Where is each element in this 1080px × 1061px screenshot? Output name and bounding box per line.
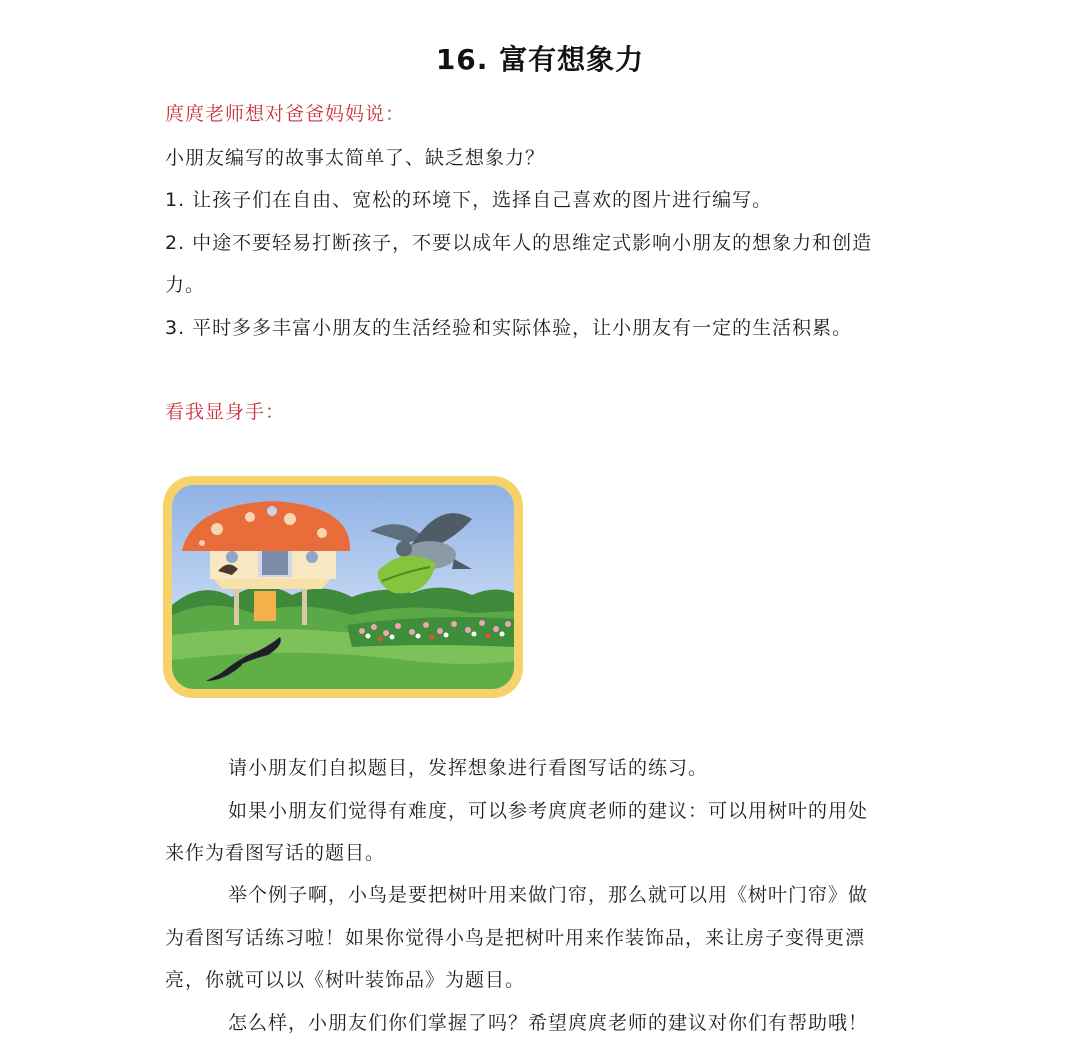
page-title: 16. 富有想象力	[435, 43, 645, 76]
exercise-paragraph-2-line-1: 如果小朋友们觉得有难度，可以参考庹庹老师的建议：可以用树叶的用处	[228, 800, 869, 822]
teacher-note-question: 小朋友编写的故事太简单了、缺乏想象力？	[165, 147, 546, 169]
exercise-paragraph-1: 请小朋友们自拟题目，发挥想象进行看图写话的练习。	[228, 757, 709, 779]
exercise-paragraph-3-line-3: 亮，你就可以以《树叶装饰品》为题目。	[165, 969, 526, 991]
exercise-heading: 看我显身手：	[165, 401, 286, 423]
exercise-paragraph-2-line-2: 来作为看图写话的题目。	[165, 842, 386, 864]
story-illustration	[172, 485, 514, 689]
teacher-tip-1: 1. 让孩子们在自由、宽松的环境下，选择自己喜欢的图片进行编写。	[165, 189, 773, 211]
teacher-note-heading: 庹庹老师想对爸爸妈妈说：	[165, 103, 406, 125]
teacher-tip-2-line-1: 2. 中途不要轻易打断孩子，不要以成年人的思维定式影响小朋友的想象力和创造	[165, 232, 873, 254]
exercise-paragraph-4: 怎么样，小朋友们你们掌握了吗？希望庹庹老师的建议对你们有帮助哦！	[228, 1012, 869, 1034]
teacher-tip-3: 3. 平时多多丰富小朋友的生活经验和实际体验，让小朋友有一定的生活积累。	[165, 317, 853, 339]
exercise-paragraph-3-line-1: 举个例子啊，小鸟是要把树叶用来做门帘，那么就可以用《树叶门帘》做	[228, 884, 869, 906]
teacher-tip-2-line-2: 力。	[165, 274, 206, 296]
exercise-paragraph-3-line-2: 为看图写话练习啦！如果你觉得小鸟是把树叶用来作装饰品，来让房子变得更漂	[165, 927, 866, 949]
story-picture	[163, 476, 523, 698]
